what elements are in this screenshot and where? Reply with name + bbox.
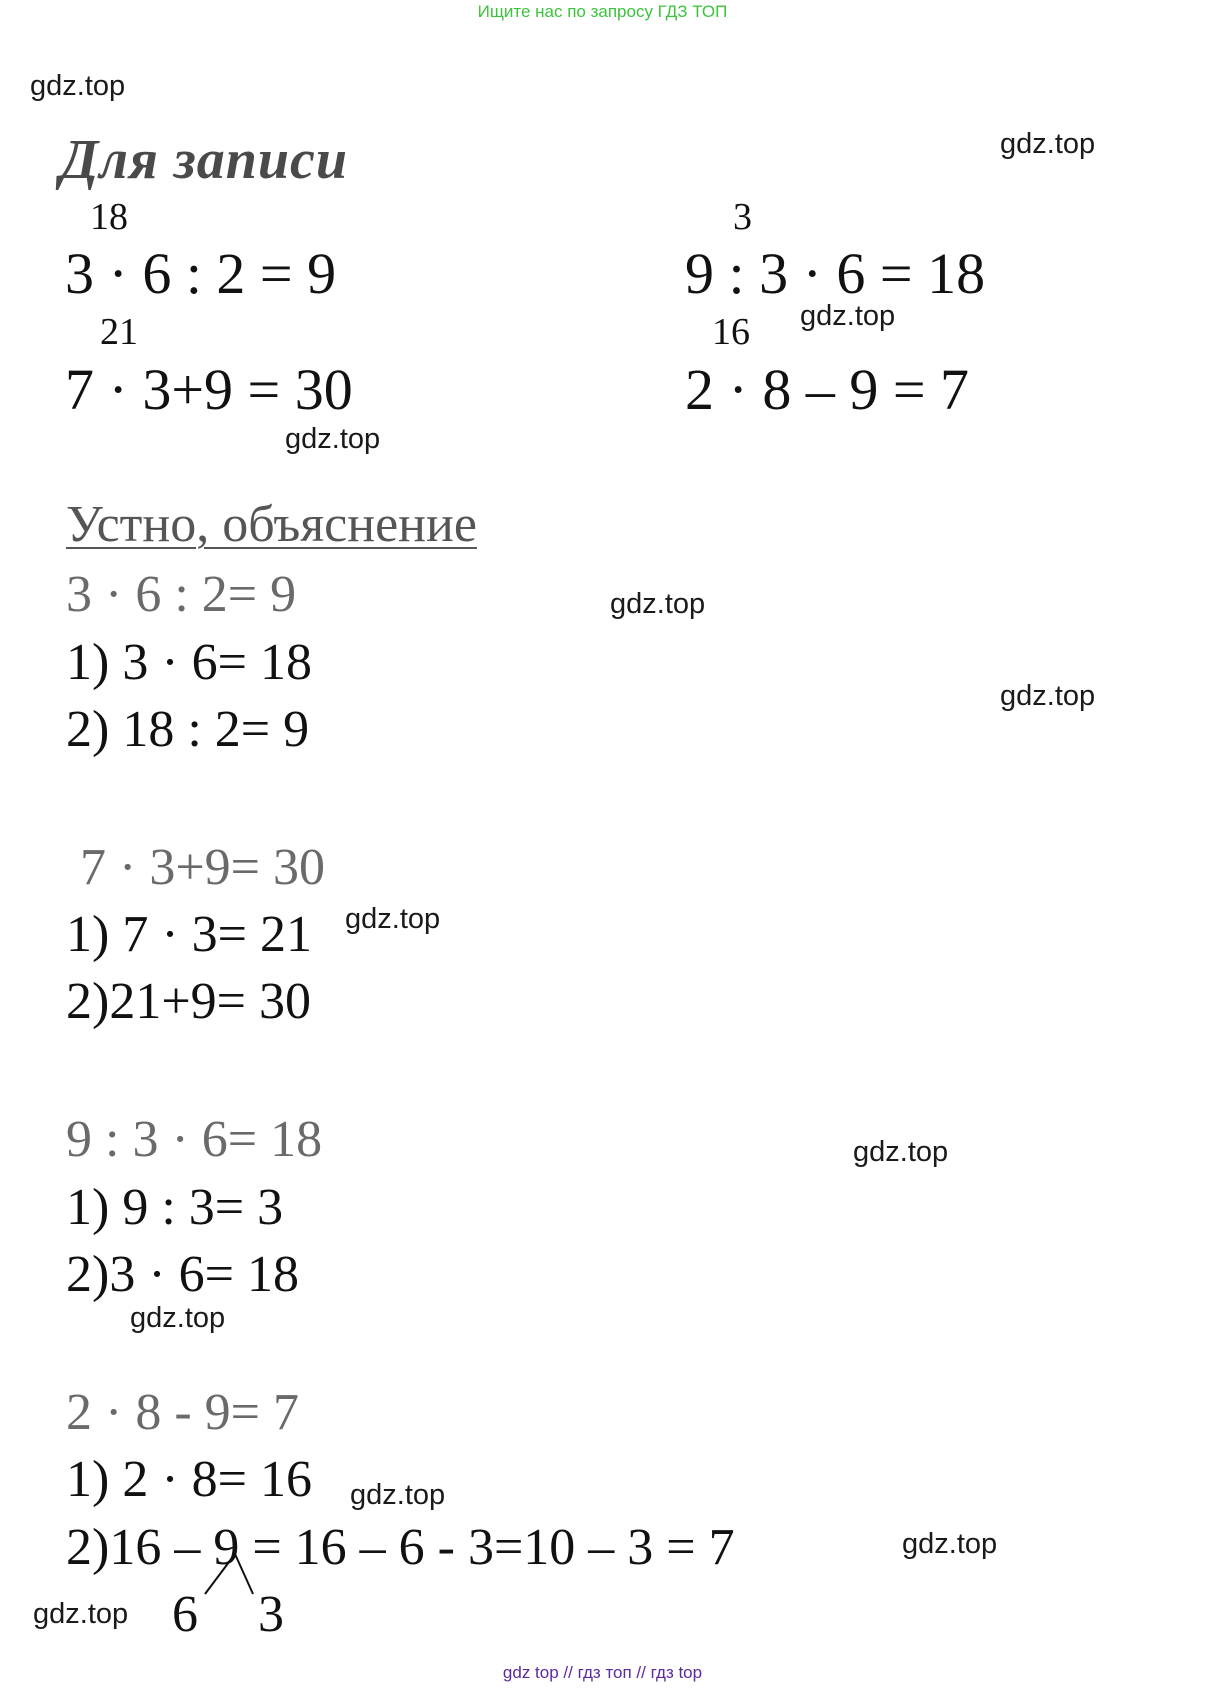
- promo-banner: Ищите нас по запросу ГДЗ ТОП: [477, 2, 728, 21]
- split-left-part: 6: [172, 1586, 198, 1643]
- record-2-intermediate: 3: [733, 196, 752, 238]
- number-split-lines: [195, 1550, 265, 1600]
- watermark: gdz.top: [30, 70, 126, 102]
- oral-2-title: 7 · 3+9= 30: [80, 839, 325, 896]
- record-3-equation: 7 · 3+9 = 30: [65, 357, 353, 422]
- oral-2-step-2: 2)21+9= 30: [66, 973, 311, 1030]
- section-heading-record: Для записи: [60, 129, 348, 191]
- watermark: gdz.top: [285, 423, 381, 455]
- record-4-intermediate: 16: [712, 311, 750, 353]
- watermark: gdz.top: [1000, 680, 1096, 712]
- watermark: gdz.top: [902, 1528, 998, 1560]
- split-right-part: 3: [258, 1586, 284, 1643]
- oral-4-title: 2 · 8 - 9= 7: [66, 1384, 299, 1441]
- watermark: gdz.top: [33, 1598, 129, 1630]
- watermark: gdz.top: [350, 1479, 446, 1511]
- oral-1-step-2: 2) 18 : 2= 9: [66, 701, 310, 758]
- watermark: gdz.top: [800, 300, 896, 332]
- record-3-intermediate: 21: [100, 311, 138, 353]
- footer-links: gdz top // гдз топ // гдз top: [502, 1663, 703, 1682]
- oral-3-step-1: 1) 9 : 3= 3: [66, 1179, 284, 1236]
- section-heading-oral: Устно, объяснение: [66, 496, 477, 553]
- oral-2-step-1: 1) 7 · 3= 21: [66, 906, 312, 963]
- oral-3-step-2: 2)3 · 6= 18: [66, 1246, 299, 1303]
- record-2-equation: 9 : 3 · 6 = 18: [685, 241, 986, 306]
- watermark: gdz.top: [1000, 128, 1096, 160]
- watermark: gdz.top: [345, 903, 441, 935]
- oral-4-step-2: 2)16 – 9 = 16 – 6 - 3=10 – 3 = 7: [66, 1519, 735, 1576]
- watermark: gdz.top: [130, 1302, 226, 1334]
- record-1-equation: 3 · 6 : 2 = 9: [65, 241, 337, 306]
- oral-4-step-1: 1) 2 · 8= 16: [66, 1451, 312, 1508]
- oral-1-step-1: 1) 3 · 6= 18: [66, 634, 312, 691]
- watermark: gdz.top: [610, 588, 706, 620]
- oral-1-title: 3 · 6 : 2= 9: [66, 566, 297, 623]
- record-1-intermediate: 18: [90, 196, 128, 238]
- watermark: gdz.top: [853, 1136, 949, 1168]
- record-4-equation: 2 · 8 – 9 = 7: [685, 357, 970, 422]
- oral-3-title: 9 : 3 · 6= 18: [66, 1111, 323, 1168]
